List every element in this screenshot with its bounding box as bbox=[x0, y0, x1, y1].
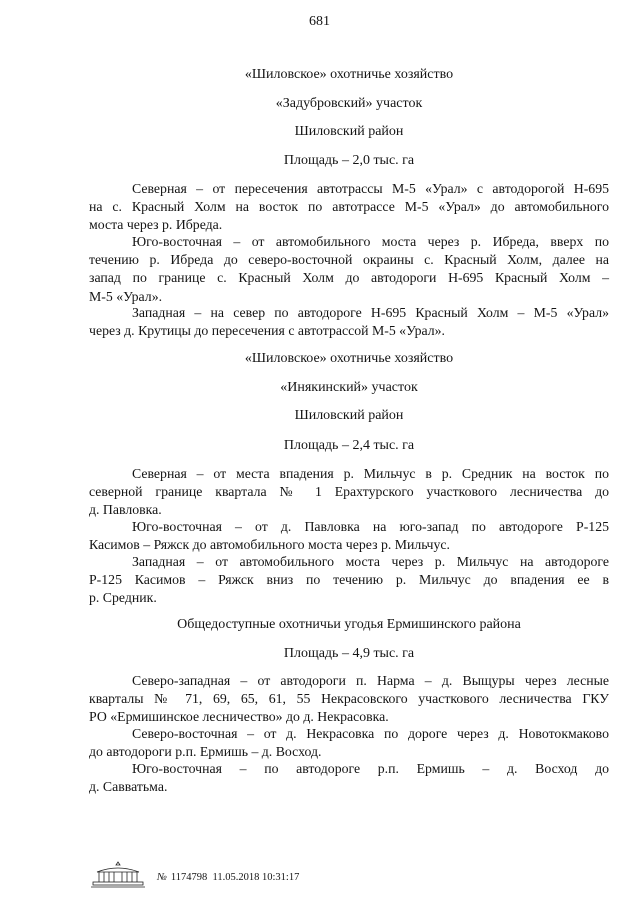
section-3-northwest-boundary: Северо-западная – от автодороги п. Нарма – д. Выщуры через лесные кварталы № 71, 69, 65, 61, 55 Некрасовского участкового лесничества ГКУ РО «Ермишинское лесничество» до д. Некрасовка. bbox=[89, 673, 609, 725]
section-2-size-heading: Площадь – 2,4 тыс. га bbox=[283, 438, 415, 453]
document-footer bbox=[89, 860, 349, 890]
section-3-size-heading: Площадь – 4,9 тыс. га bbox=[283, 646, 415, 661]
section-2-district-heading: Шиловский район bbox=[294, 408, 404, 423]
building-emblem-icon bbox=[89, 860, 147, 888]
section-2-north-boundary: Северная – от места впадения р. Мильчус в р. Средник на восток по северной границе квартала № 1 Ерахтурского участкового лесничества до д. Павловка. bbox=[89, 466, 609, 518]
section-1-north-boundary: Северная – от пересечения автотрассы М-5 «Урал» с автодорогой Н-695 на с. Красный Холм на восток по автотрассе М-5 «Урал» до автомобильного моста через р. Ибреда. bbox=[89, 181, 609, 233]
section-1-area-heading: «Задубровский» участок bbox=[275, 96, 423, 111]
footer-document-stamp bbox=[157, 872, 299, 883]
section-3-southeast-boundary: Юго-восточная – по автодороге р.п. Ермишь – д. Восход до д. Савватьма. bbox=[89, 761, 609, 795]
document-datetime: 11.05.2018 10:31:17 bbox=[212, 872, 300, 883]
section-1-size-heading: Площадь – 2,0 тыс. га bbox=[283, 153, 415, 168]
section-1-district-heading: Шиловский район bbox=[294, 124, 404, 139]
section-3-northeast-boundary: Северо-восточная – от д. Некрасовка по дороге через д. Новотокмаково до автодороги р.п. Ермишь – д. Восход. bbox=[89, 726, 609, 760]
document-number: 1174798 bbox=[170, 872, 208, 883]
section-2-southeast-boundary: Юго-восточная – от д. Павловка на юго-запад по автодороге Р-125 Касимов – Ряжск до автомобильного моста через р. Мильчус. bbox=[89, 519, 609, 553]
section-1-southeast-boundary: Юго-восточная – от автомобильного моста через р. Ибреда, вверх по течению р. Ибреда до северо-восточной окраины с. Красный Холм, далее на запад по границе с. Красный Холм до автодороги Н-695 Красный Холм – М-5 «Урал». bbox=[89, 234, 609, 304]
section-1-org-heading: «Шиловское» охотничье хозяйство bbox=[244, 67, 454, 82]
section-1-west-boundary: Западная – на север по автодороге Н-695 Красный Холм – М-5 «Урал» через д. Крутицы до пересечения с автотрассой М-5 «Урал». bbox=[89, 305, 609, 339]
section-2-org-heading: «Шиловское» охотничье хозяйство bbox=[244, 351, 454, 366]
section-2-west-boundary: Западная – от автомобильного моста через р. Мильчус на автодороге Р-125 Касимов – Ряжск вниз по течению р. Мильчус до впадения ее в р. Средник. bbox=[89, 554, 609, 606]
page-number: 681 bbox=[309, 14, 330, 29]
section-2-area-heading: «Инякинский» участок bbox=[280, 380, 418, 395]
section-3-title-heading: Общедоступные охотничьи угодья Ермишинского района bbox=[177, 617, 521, 632]
number-sign: № bbox=[157, 872, 167, 883]
